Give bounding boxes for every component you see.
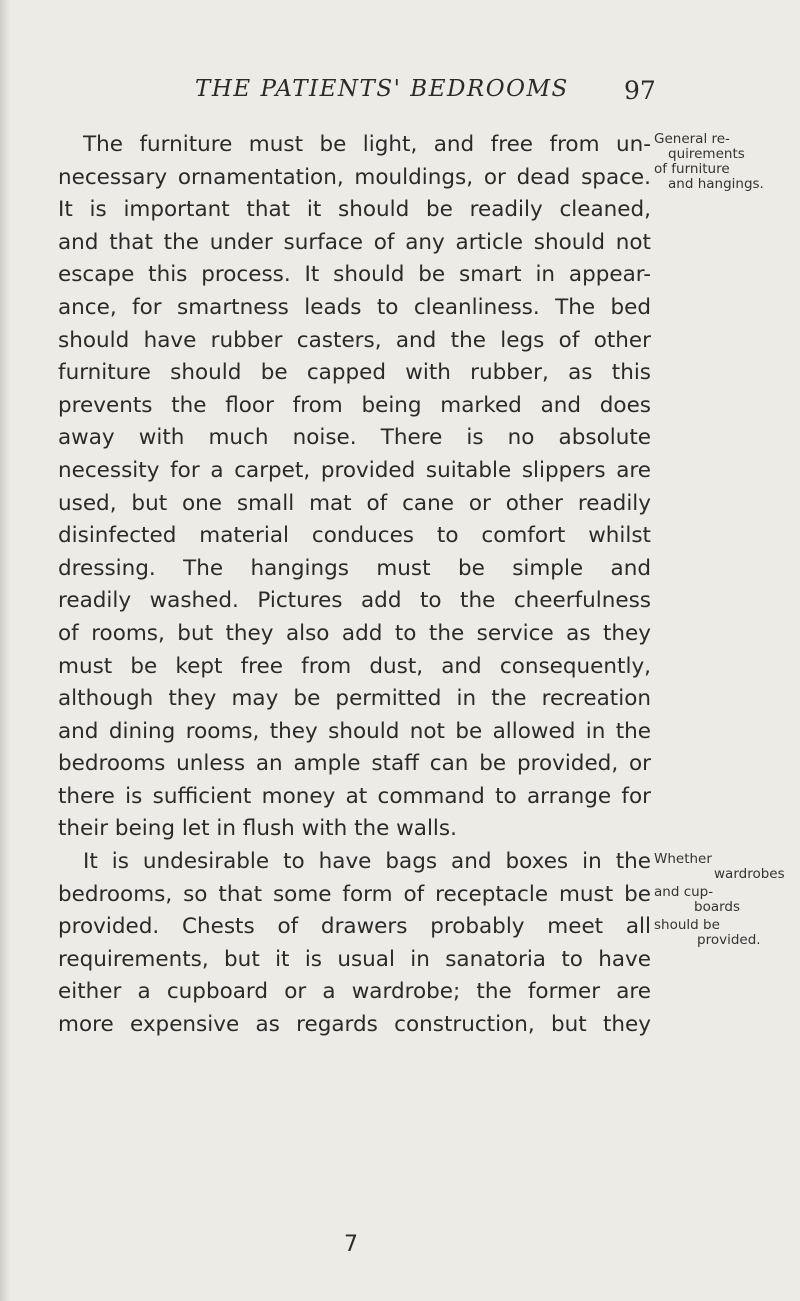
text-line: requirements, but it is usual in sanatoria to have (58, 946, 651, 972)
text-line: although they may be permitted in the recreation (58, 686, 651, 712)
text-line: prevents the floor from being marked and does (58, 392, 651, 418)
text-line: there is sufficient money at command to arrange for (58, 783, 651, 809)
text-line: necessary ornamentation, mouldings, or dead space. (58, 164, 651, 190)
text-line: either a cupboard or a wardrobe; the former are (58, 979, 651, 1005)
text-line: escape this process. It should be smart in appear- (58, 262, 651, 288)
text-line: furniture should be capped with rubber, as this (58, 360, 651, 386)
text-line: necessity for a carpet, provided suitable slippers are (58, 457, 651, 483)
margin-note-line: provided. (697, 932, 761, 948)
text-line: readily washed. Pictures add to the cheerfulness (58, 588, 651, 614)
text-line: The furniture must be light, and free from un- (83, 132, 651, 157)
text-line: disinfected material conduces to comfort whilst (58, 523, 651, 549)
text-line: used, but one small mat of cane or other readily (58, 490, 651, 516)
text-line: should have rubber casters, and the legs of other (58, 327, 651, 353)
body-text (58, 129, 651, 1042)
text-line: dressing. The hangings must be simple and (58, 555, 651, 581)
page-number: 97 (624, 76, 656, 105)
margin-note-line: should be (654, 917, 720, 933)
text-line: provided. Chests of drawers probably meet all (58, 914, 651, 940)
text-line: It is undesirable to have bags and boxes in the (83, 849, 651, 875)
text-line: ance, for smartness leads to cleanliness. The bed (58, 294, 651, 320)
margin-note-line: quirements (668, 146, 745, 162)
text-line: and that the under surface of any article should not (58, 229, 651, 255)
text-line: of rooms, but they also add to the service as they (58, 620, 651, 646)
text-line: must be kept free from dust, and consequently, (58, 653, 651, 679)
margin-note-line: and cup- (654, 884, 714, 900)
text-line: bedrooms, so that some form of receptacle must be (58, 881, 651, 907)
margin-note-general-requirements (654, 132, 794, 192)
text-line: It is important that it should be readily cleaned, (58, 197, 651, 223)
text-line: their being let in flush with the walls. (58, 816, 457, 842)
text-line: bedrooms unless an ample staff can be provided, or (58, 751, 651, 777)
margin-note-line: and hangings. (668, 176, 764, 192)
margin-note-line: Whether (654, 851, 712, 867)
text-line: away with much noise. There is no absolute (58, 425, 651, 451)
text-line: more expensive as regards construction, but they (58, 1012, 651, 1038)
margin-note-line: General re- (654, 131, 730, 147)
margin-note-wardrobes (654, 852, 794, 948)
margin-note-line: wardrobes (714, 866, 785, 882)
page-title: THE PATIENTS' BEDROOMS (195, 76, 569, 102)
binding-edge (0, 0, 10, 1301)
margin-note-line: boards (694, 899, 741, 915)
signature-mark: 7 (344, 1232, 358, 1257)
text-line: and dining rooms, they should not be allowed in the (58, 718, 651, 744)
margin-note-line: of furniture (654, 161, 730, 177)
running-head (0, 76, 800, 110)
